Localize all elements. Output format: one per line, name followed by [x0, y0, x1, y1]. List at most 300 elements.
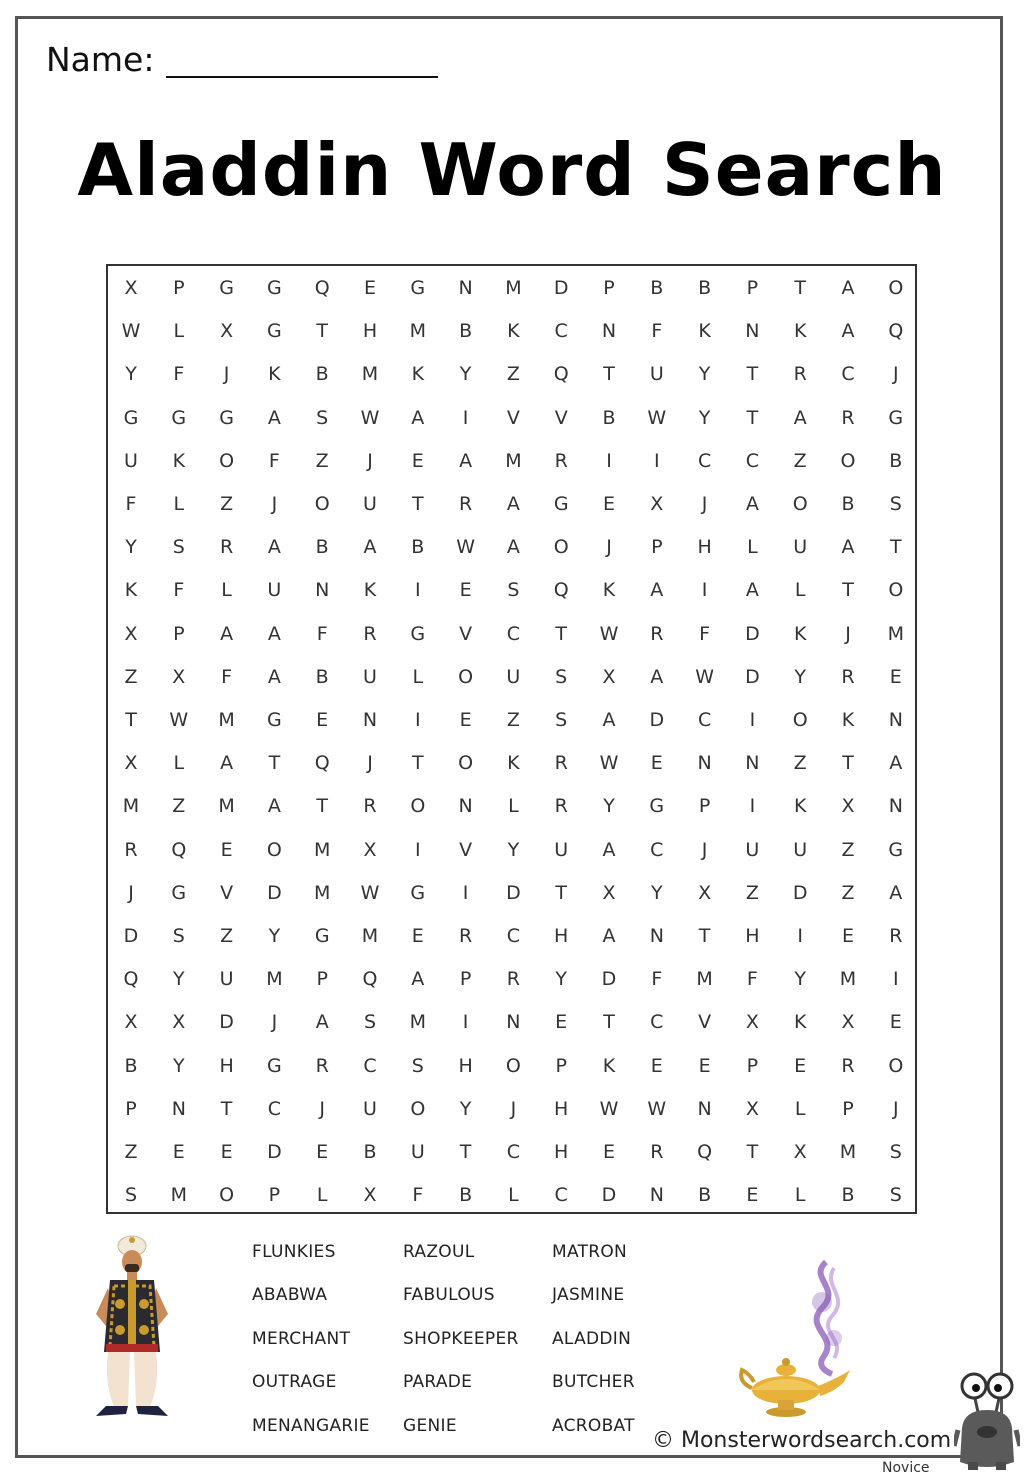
grid-letter: J — [128, 881, 134, 904]
word-list-item: MENANGARIE — [252, 1415, 370, 1436]
grid-letter: B — [124, 1054, 138, 1077]
grid-letter: N — [888, 709, 903, 731]
grid-letter: R — [841, 1054, 855, 1077]
grid-letter: L — [221, 579, 232, 602]
word-list-item: PARADE — [403, 1372, 473, 1393]
grid-letter: X — [745, 1011, 759, 1034]
grid-letter: G — [267, 709, 282, 731]
grid-letter: A — [650, 665, 664, 688]
grid-letter: C — [506, 622, 521, 645]
grid-letter: W — [599, 622, 619, 645]
grid-letter: P — [125, 1097, 137, 1120]
grid-letter: C — [554, 320, 568, 343]
grid-letter: U — [219, 968, 234, 991]
grid-letter: M — [313, 838, 331, 861]
grid-letter: O — [792, 709, 808, 731]
grid-letter: E — [650, 1054, 663, 1077]
grid-letter: Q — [697, 1141, 713, 1163]
grid-letter: L — [508, 1184, 519, 1207]
grid-letter: T — [603, 1011, 615, 1034]
grid-letter: P — [268, 1184, 281, 1207]
word-list-item: OUTRAGE — [252, 1372, 337, 1393]
grid-letter: E — [172, 1141, 185, 1163]
grid-letter: E — [841, 925, 854, 947]
grid-letter: H — [745, 925, 760, 947]
grid-letter: S — [124, 1184, 138, 1207]
grid-letter: U — [363, 1097, 377, 1120]
grid-letter: B — [841, 1184, 855, 1207]
grid-letter: T — [220, 1097, 233, 1120]
grid-letter: N — [649, 1184, 664, 1207]
grid-letter: C — [554, 1184, 568, 1207]
monster-mascot-icon — [954, 1366, 1020, 1474]
grid-letter: M — [839, 968, 857, 991]
grid-letter: E — [794, 1054, 807, 1077]
grid-letter: Y — [507, 838, 520, 861]
word-list-item: RAZOUL — [403, 1242, 475, 1262]
grid-letter: F — [651, 968, 663, 991]
grid-letter: F — [268, 449, 280, 472]
grid-letter: I — [462, 1011, 469, 1034]
grid-letter: K — [698, 320, 711, 343]
name-field[interactable] — [166, 76, 438, 78]
grid-letter: Z — [793, 752, 807, 775]
grid-letter: T — [125, 709, 137, 731]
grid-letter: T — [555, 881, 567, 904]
grid-letter: K — [793, 795, 807, 818]
grid-letter: Q — [362, 968, 378, 991]
grid-letter: K — [602, 1054, 616, 1077]
grid-letter: N — [458, 795, 473, 818]
grid-letter: S — [507, 579, 520, 602]
grid-letter: T — [411, 752, 424, 775]
grid-letter: Q — [888, 320, 904, 343]
grid-letter: W — [121, 320, 141, 343]
grid-letter: Q — [314, 277, 330, 299]
grid-letter: M — [409, 320, 426, 343]
grid-row — [108, 278, 915, 298]
grid-letter: U — [793, 838, 808, 861]
grid-letter: Z — [220, 925, 234, 947]
grid-letter: S — [889, 493, 902, 515]
grid-letter: L — [316, 1184, 328, 1207]
grid-letter: D — [553, 277, 569, 299]
grid-letter: P — [746, 1054, 759, 1077]
grid-letter: F — [173, 363, 185, 386]
grid-letter: W — [647, 1097, 667, 1120]
grid-letter: F — [125, 493, 137, 515]
grid-letter: T — [603, 363, 615, 386]
grid-letter: B — [841, 493, 855, 515]
grid-letter: B — [698, 277, 712, 299]
grid-letter: R — [889, 925, 903, 947]
grid-letter: K — [124, 579, 138, 602]
grid-letter: A — [745, 493, 759, 515]
grid-letter: G — [410, 622, 426, 645]
grid-letter: U — [363, 665, 377, 688]
grid-letter: R — [219, 536, 234, 559]
grid-letter: K — [268, 363, 281, 386]
grid-letter: O — [458, 752, 474, 775]
grid-letter: L — [173, 752, 185, 775]
grid-letter: Y — [794, 665, 806, 688]
grid-letter: H — [362, 320, 378, 343]
grid-letter: T — [889, 536, 902, 559]
word-list-item: ACROBAT — [552, 1415, 635, 1436]
grid-letter: Y — [555, 968, 567, 991]
grid-letter: E — [889, 665, 902, 688]
grid-row — [108, 537, 915, 557]
grid-letter: A — [459, 449, 473, 472]
grid-letter: G — [171, 406, 187, 429]
grid-letter: A — [267, 665, 281, 688]
grid-letter: A — [841, 536, 855, 559]
grid-letter: U — [793, 536, 808, 559]
grid-letter: T — [459, 1141, 472, 1163]
grid-letter: Z — [793, 449, 807, 472]
grid-letter: I — [797, 925, 803, 947]
grid-letter: T — [698, 925, 711, 947]
grid-row — [108, 1056, 915, 1076]
grid-row — [108, 364, 915, 384]
grid-letter: X — [172, 665, 186, 688]
grid-letter: X — [172, 1011, 186, 1034]
grid-letter: G — [267, 277, 282, 299]
grid-letter: J — [271, 493, 278, 515]
grid-letter: E — [316, 709, 329, 731]
grid-letter: E — [316, 1141, 329, 1163]
grid-letter: O — [553, 536, 569, 559]
grid-letter: M — [696, 968, 713, 991]
grid-letter: K — [602, 579, 616, 602]
grid-letter: N — [362, 709, 378, 731]
grid-letter: M — [313, 881, 331, 904]
grid-letter: G — [888, 406, 904, 429]
grid-letter: K — [507, 752, 520, 775]
grid-letter: U — [363, 493, 377, 515]
grid-letter: A — [745, 579, 759, 602]
grid-row — [108, 1142, 915, 1162]
grid-letter: O — [410, 1097, 426, 1120]
grid-letter: G — [649, 795, 665, 818]
grid-letter: F — [316, 622, 328, 645]
grid-letter: D — [267, 1141, 282, 1163]
grid-letter: Z — [315, 449, 329, 472]
grid-letter: W — [456, 536, 475, 559]
grid-letter: P — [651, 536, 663, 559]
grid-row — [108, 1012, 915, 1032]
grid-letter: H — [554, 1097, 569, 1120]
grid-letter: Y — [459, 363, 472, 386]
grid-letter: E — [602, 493, 615, 515]
grid-letter: Y — [650, 881, 663, 904]
grid-letter: O — [505, 1054, 521, 1077]
grid-letter: X — [841, 1011, 855, 1034]
grid-letter: G — [219, 277, 234, 299]
grid-letter: J — [367, 449, 373, 472]
grid-letter: L — [173, 320, 185, 343]
grid-letter: N — [458, 277, 473, 299]
grid-letter: L — [508, 795, 519, 818]
grid-letter: Z — [124, 1141, 138, 1163]
grid-letter: H — [697, 536, 712, 559]
page-title: Aladdin Word Search — [77, 128, 947, 212]
grid-letter: C — [506, 925, 521, 947]
grid-letter: T — [555, 622, 567, 645]
grid-letter: P — [173, 622, 185, 645]
grid-letter: L — [794, 1097, 806, 1120]
grid-letter: M — [839, 1141, 857, 1163]
grid-letter: S — [363, 1011, 377, 1034]
grid-letter: Z — [745, 881, 759, 904]
grid-letter: P — [555, 1054, 567, 1077]
grid-letter: O — [888, 1054, 904, 1077]
grid-letter: A — [841, 320, 855, 343]
grid-letter: A — [841, 277, 855, 299]
grid-letter: F — [173, 579, 185, 602]
grid-letter: B — [698, 1184, 712, 1207]
grid-letter: G — [410, 881, 426, 904]
grid-letter: D — [601, 1184, 617, 1207]
grid-letter: W — [360, 406, 380, 429]
grid-letter: U — [410, 1141, 425, 1163]
grid-letter: Z — [172, 795, 186, 818]
grid-letter: T — [842, 579, 854, 602]
grid-letter: J — [510, 1097, 517, 1120]
grid-letter: E — [650, 752, 663, 775]
word-list-item: ABABWA — [252, 1285, 328, 1306]
grid-letter: A — [363, 536, 377, 559]
grid-letter: G — [410, 277, 426, 299]
grid-letter: S — [172, 536, 185, 559]
grid-letter: X — [124, 277, 138, 299]
grid-letter: C — [506, 1141, 521, 1163]
grid-letter: D — [219, 1011, 234, 1034]
grid-letter: R — [554, 795, 568, 818]
grid-letter: F — [699, 622, 711, 645]
grid-row — [108, 408, 915, 428]
grid-letter: L — [412, 665, 424, 688]
grid-letter: T — [411, 493, 424, 515]
grid-letter: A — [267, 795, 281, 818]
grid-letter: X — [698, 881, 712, 904]
grid-letter: G — [219, 406, 234, 429]
grid-letter: I — [606, 449, 612, 472]
grid-letter: G — [888, 838, 904, 861]
grid-letter: H — [458, 1054, 473, 1077]
grid-letter: Z — [124, 665, 138, 688]
grid-letter: Z — [841, 881, 855, 904]
grid-letter: K — [793, 1011, 807, 1034]
grid-letter: O — [888, 579, 904, 602]
grid-letter: P — [459, 968, 472, 991]
grid-letter: N — [697, 1097, 712, 1120]
grid-letter: C — [745, 449, 760, 472]
grid-letter: J — [367, 752, 373, 775]
grid-letter: C — [697, 449, 712, 472]
grid-letter: W — [599, 1097, 619, 1120]
grid-letter: F — [221, 665, 233, 688]
grid-letter: D — [601, 968, 617, 991]
grid-letter: E — [363, 277, 376, 299]
grid-letter: Y — [125, 363, 137, 386]
grid-letter: O — [219, 449, 235, 472]
grid-letter: I — [749, 709, 756, 731]
grid-letter: R — [650, 622, 664, 645]
word-list-item: MATRON — [552, 1242, 628, 1262]
grid-letter: N — [506, 1011, 521, 1034]
grid-letter: T — [268, 752, 281, 775]
grid-letter: E — [459, 709, 472, 731]
grid-letter: B — [650, 277, 664, 299]
grid-letter: V — [459, 622, 473, 645]
grid-letter: L — [747, 536, 758, 559]
grid-letter: I — [749, 795, 756, 818]
grid-letter: A — [650, 579, 664, 602]
grid-letter: J — [845, 622, 851, 645]
grid-letter: X — [220, 320, 234, 343]
grid-letter: C — [267, 1097, 282, 1120]
word-list-item: GENIE — [403, 1415, 457, 1436]
grid-letter: T — [794, 277, 806, 299]
grid-letter: E — [220, 1141, 233, 1163]
grid-letter: B — [889, 449, 903, 472]
grid-letter: U — [506, 665, 521, 688]
grid-letter: L — [173, 493, 185, 515]
grid-row — [108, 321, 915, 341]
grid-letter: W — [360, 881, 380, 904]
grid-letter: A — [602, 925, 616, 947]
grid-letter: Q — [123, 968, 139, 991]
grid-letter: A — [793, 406, 807, 429]
grid-letter: J — [606, 536, 612, 559]
grid-letter: S — [889, 1141, 902, 1163]
grid-letter: J — [892, 1097, 899, 1120]
grid-letter: V — [220, 881, 234, 904]
grid-letter: T — [842, 752, 854, 775]
grid-letter: J — [701, 493, 708, 515]
grid-letter: O — [458, 665, 474, 688]
grid-letter: A — [220, 752, 234, 775]
grid-letter: E — [459, 579, 472, 602]
grid-letter: B — [315, 536, 329, 559]
grid-letter: Y — [172, 968, 185, 991]
grid-letter: J — [223, 363, 230, 386]
grid-letter: G — [267, 1054, 282, 1077]
grid-letter: X — [124, 1011, 138, 1034]
grid-letter: I — [414, 709, 421, 731]
grid-letter: E — [555, 1011, 568, 1034]
grid-row — [108, 753, 915, 773]
grid-letter: R — [841, 665, 855, 688]
grid-letter: Y — [125, 536, 137, 559]
grid-letter: A — [411, 406, 425, 429]
grid-letter: H — [219, 1054, 234, 1077]
grid-row — [108, 667, 915, 687]
grid-row — [108, 494, 915, 514]
grid-letter: L — [794, 1184, 806, 1207]
grid-letter: N — [171, 1097, 186, 1120]
grid-letter: C — [697, 709, 712, 731]
grid-letter: N — [315, 579, 330, 602]
grid-letter: D — [745, 622, 760, 645]
grid-letter: R — [554, 449, 568, 472]
letter-grid — [106, 264, 917, 1214]
grid-letter: I — [462, 881, 469, 904]
grid-letter: D — [506, 881, 521, 904]
grid-letter: N — [697, 752, 712, 775]
grid-letter: K — [172, 449, 186, 472]
grid-letter: I — [653, 449, 660, 472]
grid-letter: P — [316, 968, 328, 991]
grid-letter: R — [650, 1141, 664, 1163]
grid-letter: H — [554, 1141, 569, 1163]
grid-letter: N — [745, 752, 760, 775]
grid-letter: F — [746, 968, 758, 991]
grid-letter: R — [554, 752, 568, 775]
copyright-text: © Monsterwordsearch.com — [652, 1428, 952, 1453]
grid-row — [108, 969, 915, 989]
grid-letter: A — [506, 493, 520, 515]
grid-letter: K — [363, 579, 377, 602]
grid-letter: P — [746, 277, 759, 299]
grid-letter: Z — [841, 838, 855, 861]
grid-letter: E — [698, 1054, 711, 1077]
grid-letter: M — [361, 925, 379, 947]
word-list-item: JASMINE — [552, 1285, 625, 1306]
grid-letter: D — [267, 881, 282, 904]
grid-letter: M — [887, 622, 904, 645]
grid-letter: A — [315, 1011, 329, 1034]
grid-letter: G — [171, 881, 187, 904]
grid-letter: Z — [506, 363, 520, 386]
grid-letter: E — [411, 449, 424, 472]
grid-letter: A — [506, 536, 520, 559]
grid-letter: C — [650, 838, 664, 861]
grid-letter: I — [414, 579, 421, 602]
grid-letter: Y — [172, 1054, 185, 1077]
grid-letter: Z — [506, 709, 520, 731]
grid-letter: R — [841, 406, 855, 429]
grid-letter: Y — [698, 406, 711, 429]
grid-letter: A — [602, 709, 616, 731]
grid-letter: E — [411, 925, 424, 947]
grid-letter: X — [124, 622, 138, 645]
grid-letter: U — [124, 449, 138, 472]
grid-letter: V — [698, 1011, 712, 1034]
grid-letter: M — [409, 1011, 426, 1034]
grid-letter: X — [363, 1184, 377, 1207]
grid-letter: T — [746, 363, 759, 386]
grid-letter: B — [315, 363, 329, 386]
aladdin-character-icon — [84, 1234, 180, 1420]
grid-letter: Q — [171, 838, 187, 861]
grid-letter: O — [266, 838, 282, 861]
word-list-item: MERCHANT — [252, 1328, 351, 1349]
name-label: Name: — [46, 40, 155, 79]
grid-letter: U — [554, 838, 569, 861]
grid-letter: C — [363, 1054, 377, 1077]
grid-letter: R — [458, 925, 473, 947]
grid-letter: B — [315, 665, 329, 688]
grid-letter: G — [553, 493, 569, 515]
grid-letter: E — [602, 1141, 615, 1163]
grid-letter: S — [555, 709, 568, 731]
grid-letter: C — [841, 363, 855, 386]
grid-letter: W — [695, 665, 714, 688]
grid-letter: A — [267, 622, 281, 645]
grid-letter: Y — [268, 925, 281, 947]
